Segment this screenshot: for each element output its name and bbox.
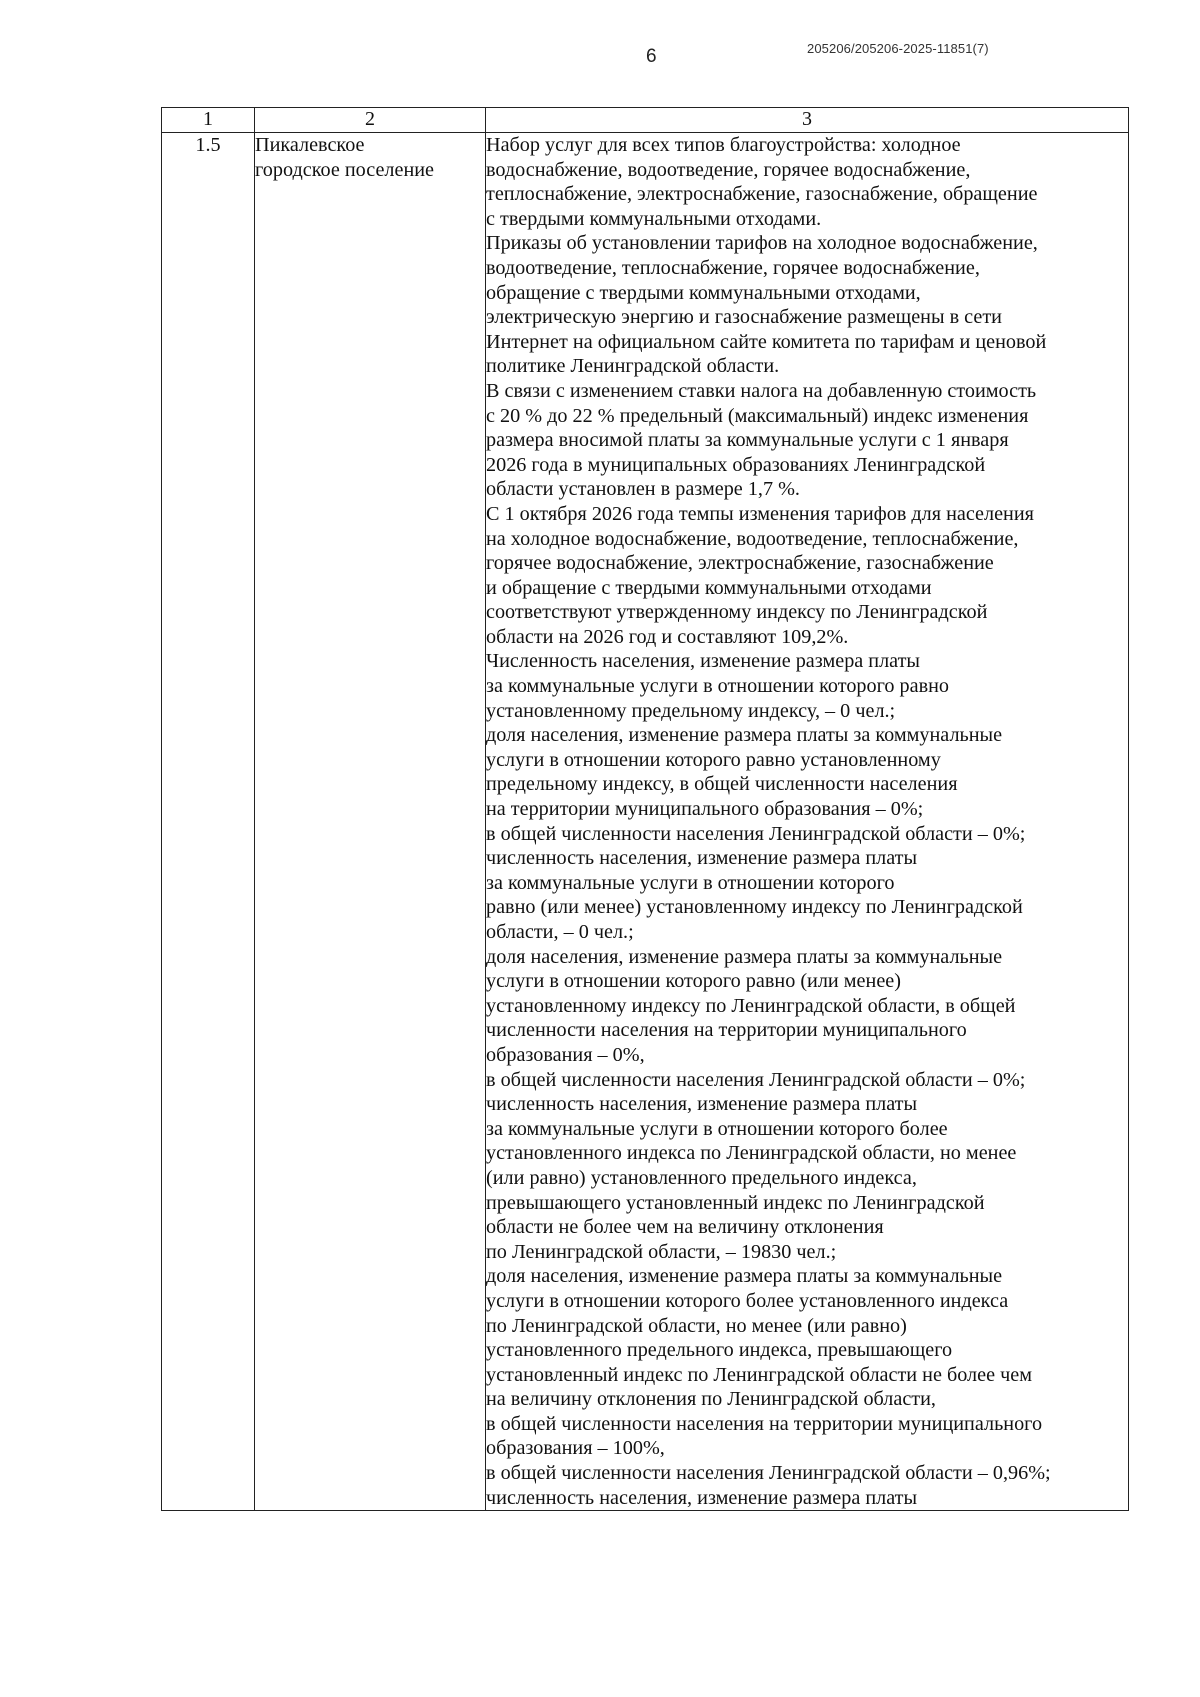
text-line: в общей численности населения Ленинградской области – 0,96%;: [486, 1462, 1051, 1485]
text-line: услуги в отношении которого равно (или менее): [486, 970, 901, 993]
text-line: Интернет на официальном сайте комитета по тарифам и ценовой: [486, 330, 1047, 353]
text-line: услуги в отношении которого более установленного индекса: [486, 1289, 1009, 1312]
text-line: В связи с изменением ставки налога на добавленную стоимость: [486, 379, 1037, 402]
text-line: равно (или менее) установленному индексу по Ленинградской: [486, 896, 1023, 919]
text-line: за коммунальные услуги в отношении которого: [486, 871, 895, 894]
text-line: размера вносимой платы за коммунальные услуги с 1 января: [486, 429, 1009, 452]
text-line: в общей численности населения Ленинградской области – 0%;: [486, 1068, 1026, 1091]
text-line: с 20 % до 22 % предельный (максимальный) индекс изменения: [486, 404, 1029, 427]
column-header-2: 2: [255, 108, 486, 133]
text-line: на холодное водоснабжение, водоотведение, теплоснабжение,: [486, 527, 1019, 550]
text-line: с твердыми коммунальными отходами.: [486, 207, 822, 230]
text-line: (или равно) установленного предельного индекса,: [486, 1166, 917, 1189]
text-line: установленному предельному индексу, – 0 чел.;: [486, 699, 896, 722]
text-line: Приказы об установлении тарифов на холодное водоснабжение,: [486, 232, 1038, 255]
table-row: [162, 133, 1129, 1511]
text-line: политике Ленинградской области.: [486, 355, 780, 378]
text-line: установленного индекса по Ленинградской области, но менее: [486, 1142, 1017, 1165]
name-line: городское поселение: [255, 158, 435, 181]
text-line: в общей численности населения Ленинградской области – 0%;: [486, 822, 1026, 845]
text-line: электрическую энергию и газоснабжение размещены в сети: [486, 306, 1002, 329]
text-line: доля населения, изменение размера платы за коммунальные: [486, 1265, 1003, 1288]
text-line: численность населения, изменение размера платы: [486, 847, 918, 870]
text-line: Численность населения, изменение размера платы: [486, 650, 920, 673]
text-line: водоотведение, теплоснабжение, горячее водоснабжение,: [486, 256, 980, 279]
municipality-name: [255, 133, 486, 1511]
data-table: [161, 107, 1129, 1511]
text-line: образования – 100%,: [486, 1437, 665, 1460]
text-line: области на 2026 год и составляют 109,2%.: [486, 625, 849, 648]
text-line: предельному индексу, в общей численности населения: [486, 773, 958, 796]
text-line: численность населения, изменение размера платы: [486, 1093, 918, 1116]
text-line: соответствуют утвержденному индексу по Ленинградской: [486, 601, 988, 624]
name-line: Пикалевское: [255, 134, 365, 156]
text-line: области, – 0 чел.;: [486, 921, 634, 943]
text-line: услуги в отношении которого равно установленному: [486, 748, 941, 771]
text-line: водоснабжение, водоотведение, горячее водоснабжение,: [486, 158, 971, 181]
text-line: и обращение с твердыми коммунальными отходами: [486, 576, 932, 599]
text-line: области не более чем на величину отклонения: [486, 1216, 884, 1239]
text-line: на территории муниципального образования – 0%;: [486, 798, 924, 821]
text-line: в общей численности населения на территории муниципального: [486, 1412, 1043, 1435]
text-line: Набор услуг для всех типов благоустройства: холодное: [486, 134, 961, 156]
text-line: области установлен в размере 1,7 %.: [486, 478, 800, 501]
text-line: установленный индекс по Ленинградской области не более чем: [486, 1363, 1032, 1386]
text-line: теплоснабжение, электроснабжение, газоснабжение, обращение: [486, 183, 1038, 206]
text-line: образования – 0%,: [486, 1043, 645, 1066]
text-line: за коммунальные услуги в отношении которого равно: [486, 675, 949, 698]
text-line: по Ленинградской области, – 19830 чел.;: [486, 1240, 837, 1263]
column-header-3: 3: [486, 108, 1129, 133]
table-header-row: [162, 108, 1129, 133]
text-line: доля населения, изменение размера платы за коммунальные: [486, 724, 1003, 747]
text-line: превышающего установленный индекс по Ленинградской: [486, 1191, 985, 1214]
text-line: установленному индексу по Ленинградской области, в общей: [486, 994, 1016, 1017]
row-number: 1.5: [162, 133, 255, 1511]
text-line: за коммунальные услуги в отношении которого более: [486, 1117, 948, 1140]
column-header-1: 1: [162, 108, 255, 133]
text-line: 2026 года в муниципальных образованиях Ленинградской: [486, 453, 986, 476]
text-line: обращение с твердыми коммунальными отходами,: [486, 281, 921, 304]
text-line: С 1 октября 2026 года темпы изменения тарифов для населения: [486, 502, 1034, 525]
text-line: на величину отклонения по Ленинградской области,: [486, 1388, 936, 1411]
text-line: горячее водоснабжение, электроснабжение, газоснабжение: [486, 552, 994, 575]
text-line: доля населения, изменение размера платы за коммунальные: [486, 945, 1003, 968]
document-id: 205206/205206-2025-11851(7): [807, 41, 989, 56]
text-line: установленного предельного индекса, превышающего: [486, 1339, 953, 1362]
text-line: численности населения на территории муниципального: [486, 1019, 967, 1042]
text-line: по Ленинградской области, но менее (или равно): [486, 1314, 907, 1337]
page-number: 6: [646, 46, 657, 67]
text-line: численность населения, изменение размера платы: [486, 1486, 918, 1509]
description-text: [486, 133, 1129, 1511]
